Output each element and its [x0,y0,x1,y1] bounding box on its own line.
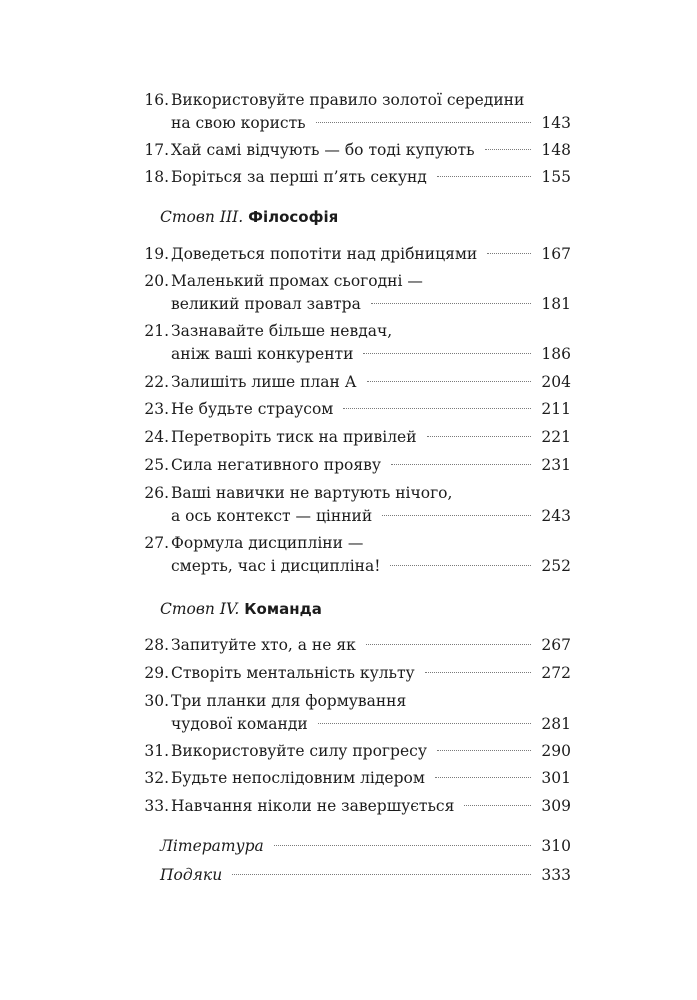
section-title: Філософія [248,208,339,226]
entry-title-line-1: Запитуйте хто, а не як 267 [171,636,571,654]
entry-number: 22. [144,373,169,391]
entry-number: 26. [144,484,169,502]
dot-leader [371,303,531,304]
entry-title-line-1: Використовуйте силу прогресу 290 [171,742,571,760]
entry-number: 24. [144,428,169,446]
page-number: 333 [541,866,571,884]
entry-title-line-1: Література 310 [160,837,571,855]
entry-number: 28. [144,636,169,654]
entry-title-line-2: а ось контекст — цінний 243 [171,507,571,525]
entry-title-line-2: чудової команди 281 [171,715,571,733]
entry-number: 25. [144,456,169,474]
entry-number: 23. [144,400,169,418]
entry-number: 21. [144,322,169,340]
entry-title-line-1: Хай самі відчують — бо тоді купують 148 [171,141,571,159]
page-number: 211 [541,400,571,418]
entry-number: 16. [144,91,169,109]
dot-leader [391,464,531,465]
dot-leader [367,381,532,382]
page-number: 252 [541,557,571,575]
entry-title-line-1: Перетворіть тиск на привілей 221 [171,428,571,446]
entry-title-line-1: Використовуйте правило золотої середини [171,91,525,109]
entry-number: 27. [144,534,169,552]
entry-title-line-1: Маленький промах сьогодні — [171,272,423,290]
dot-leader [435,777,531,778]
entry-title-line-1: Не будьте страусом 211 [171,400,571,418]
entry-title-line-1: Ваші навички не вартують нічого, [171,484,453,502]
page-number: 181 [541,295,571,313]
section-title: Команда [244,600,322,618]
dot-leader [343,408,531,409]
entry-title-line-1: Формула дисципліни — [171,534,364,552]
page-number: 310 [541,837,571,855]
dot-leader [487,253,531,254]
entry-title-line-1: Навчання ніколи не завершується 309 [171,797,571,815]
entry-number: 17. [144,141,169,159]
page-number: 221 [541,428,571,446]
entry-title-line-1: Боріться за перші п’ять секунд 155 [171,168,571,186]
page-number: 155 [541,168,571,186]
entry-title-line-2: смерть, час і дисципліна! 252 [171,557,571,575]
entry-title-line-1: Подяки 333 [160,866,571,884]
dot-leader [318,723,531,724]
page-number: 186 [541,345,571,363]
entry-number: 31. [144,742,169,760]
dot-leader [390,565,531,566]
entry-title-line-1: Три планки для формування [171,692,407,710]
page-number: 301 [541,769,571,787]
entry-number: 30. [144,692,169,710]
page-number: 231 [541,456,571,474]
page-number: 281 [541,715,571,733]
page-number: 204 [541,373,571,391]
page-number: 272 [541,664,571,682]
dot-leader [437,176,531,177]
dot-leader [382,515,531,516]
dot-leader [425,672,531,673]
entry-title-line-1: Сила негативного прояву 231 [171,456,571,474]
page-number: 267 [541,636,571,654]
page-number: 243 [541,507,571,525]
page-number: 309 [541,797,571,815]
dot-leader [316,122,531,123]
dot-leader [274,845,531,846]
dot-leader [366,644,531,645]
dot-leader [363,353,531,354]
entry-number: 29. [144,664,169,682]
entry-number: 18. [144,168,169,186]
page-number: 143 [541,114,571,132]
dot-leader [427,436,531,437]
page-number: 148 [541,141,571,159]
dot-leader [485,149,531,150]
dot-leader [437,750,531,751]
entry-title-line-1: Зазнавайте більше невдач, [171,322,393,340]
entry-number: 20. [144,272,169,290]
page-number: 290 [541,742,571,760]
section-prefix: Стовп IV. [160,600,240,618]
dot-leader [232,874,531,875]
entry-title-line-1: Залишіть лише план А 204 [171,373,571,391]
entry-number: 33. [144,797,169,815]
page-number: 167 [541,245,571,263]
entry-title-line-1: Будьте непослідовним лідером 301 [171,769,571,787]
entry-number: 32. [144,769,169,787]
entry-title-line-1: Створіть ментальність культу 272 [171,664,571,682]
entry-title-line-2: великий провал завтра 181 [171,295,571,313]
dot-leader [464,805,531,806]
section-prefix: Стовп III. [160,208,244,226]
entry-title-line-2: аніж ваші конкуренти 186 [171,345,571,363]
entry-number: 19. [144,245,169,263]
entry-title-line-1: Доведеться попотіти над дрібницями 167 [171,245,571,263]
entry-title-line-2: на свою користь 143 [171,114,571,132]
